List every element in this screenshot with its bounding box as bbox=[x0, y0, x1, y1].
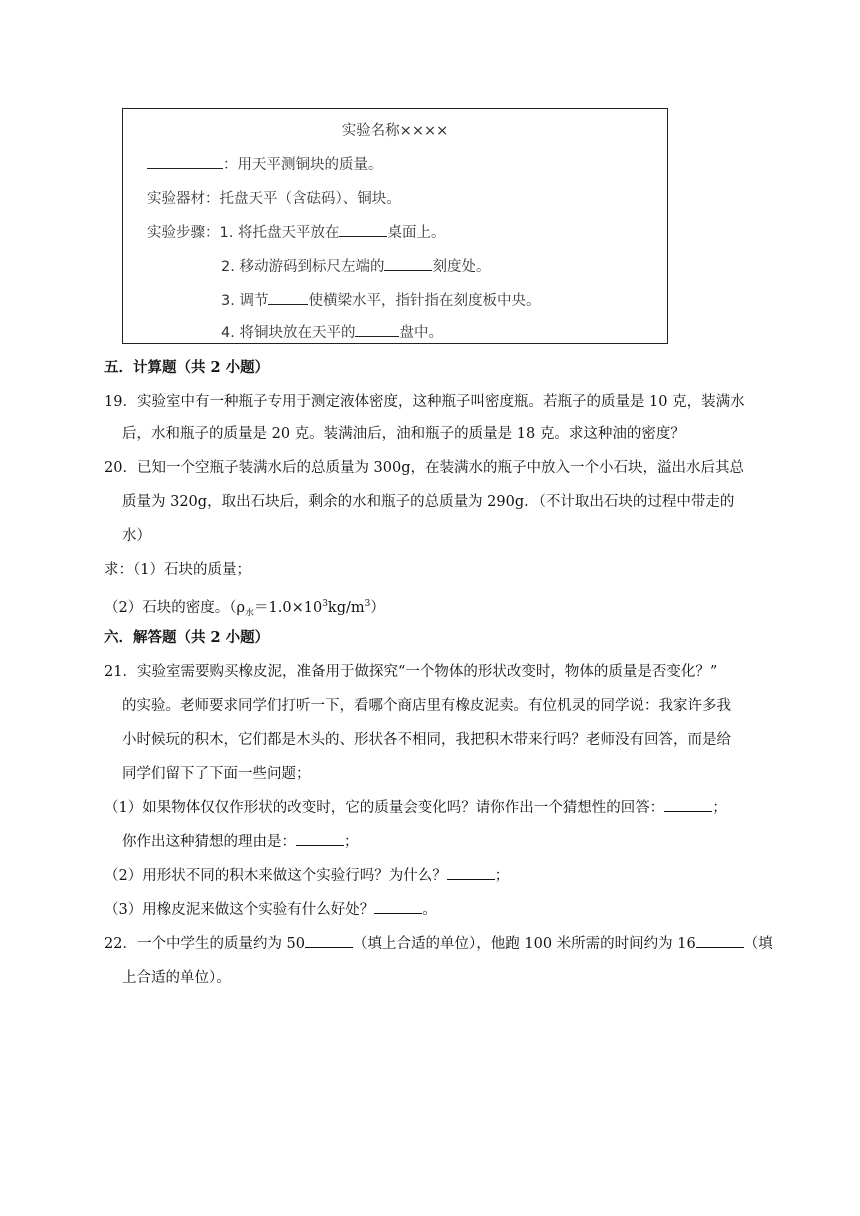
q21-part1b-text: 你作出这种猜想的理由是： bbox=[122, 834, 296, 850]
q21-part1-blank[interactable] bbox=[664, 799, 712, 812]
q20-line2: 质量为 320g，取出石块后，剩余的水和瓶子的总质量为 290g．（不计取出石块的过程中带走的 bbox=[122, 494, 735, 510]
q20-ask2-unit: kg/m bbox=[327, 599, 365, 616]
step1-pre: 1. 将托盘天平放在 bbox=[219, 225, 340, 241]
q21-part2-blank[interactable] bbox=[447, 867, 495, 880]
q21-part2-text: （2）用形状不同的积木来做这个实验行吗？为什么？ bbox=[104, 868, 447, 884]
q19-line1: 19．实验室中有一种瓶子专用于测定液体密度，这种瓶子叫密度瓶。若瓶子的质量是 10 克，装满水 bbox=[104, 394, 745, 410]
q21-line3: 小时候玩的积木，它们都是木头的、形状各不相同，我把积木带来行吗？老师没有回答，而是给 bbox=[122, 732, 731, 748]
step4-post: 盘中。 bbox=[399, 325, 443, 341]
step1-post: 桌面上。 bbox=[387, 225, 446, 241]
q22-text-c: （填 bbox=[743, 936, 773, 952]
q21-part2 bbox=[104, 866, 509, 886]
experiment-box bbox=[122, 108, 668, 344]
experiment-purpose bbox=[147, 153, 383, 174]
q22-blank-time-unit[interactable] bbox=[696, 935, 744, 948]
q20-ask1: 求：（1）石块的质量； bbox=[104, 562, 251, 578]
experiment-step1 bbox=[147, 221, 445, 242]
step3-pre: 3. 调节 bbox=[221, 293, 269, 309]
unit-superscript: 3 bbox=[364, 599, 371, 609]
experiment-step2 bbox=[221, 255, 490, 276]
q20-ask2-pre: （2）石块的密度。（ρ bbox=[104, 599, 245, 616]
step2-post: 刻度处。 bbox=[432, 259, 491, 275]
q21-part1-end: ； bbox=[712, 800, 727, 816]
step4-pre: 4. 将铜块放在天平的 bbox=[221, 325, 356, 341]
q21-part3 bbox=[104, 900, 437, 920]
q21-part2-end: ； bbox=[494, 868, 510, 884]
q22-line2: 上合适的单位）。 bbox=[122, 970, 231, 986]
steps-label: 实验步骤： bbox=[147, 225, 220, 241]
section5-heading: 五．计算题（共 2 小题） bbox=[104, 359, 270, 376]
q20-ask2 bbox=[104, 594, 385, 624]
q21-line4: 同学们留下了下面一些问题； bbox=[122, 766, 311, 782]
q21-part1b bbox=[122, 832, 359, 852]
q21-part3-blank[interactable] bbox=[374, 901, 422, 914]
section6-heading: 六．解答题（共 2 小题） bbox=[104, 629, 270, 646]
step2-pre: 2. 移动游码到标尺左端的 bbox=[221, 259, 385, 275]
q22-blank-mass-unit[interactable] bbox=[305, 935, 353, 948]
rho-subscript: 水 bbox=[245, 608, 255, 619]
purpose-blank[interactable] bbox=[147, 154, 223, 169]
q21-line2: 的实验。老师要求同学们打听一下，看哪个商店里有橡皮泥卖。有位机灵的同学说：我家许多我 bbox=[122, 698, 731, 714]
q22-line1 bbox=[104, 934, 773, 954]
step3-post: 使横梁水平，指针指在刻度板中央。 bbox=[308, 293, 541, 309]
q20-line3: 水） bbox=[122, 528, 151, 544]
step2-blank[interactable] bbox=[384, 256, 432, 271]
q21-part1-text: （1）如果物体仅仅作形状的改变时，它的质量会变化吗？请你作出一个猜想性的回答： bbox=[104, 800, 665, 816]
exp-superscript: 3 bbox=[322, 599, 328, 609]
q20-ask2-post: ） bbox=[370, 599, 385, 616]
step1-blank[interactable] bbox=[339, 222, 387, 237]
step4-blank[interactable] bbox=[355, 322, 399, 337]
experiment-title: 实验名称×××× bbox=[341, 123, 449, 139]
q21-part3-text: （3）用橡皮泥来做这个实验有什么好处？ bbox=[104, 902, 375, 918]
q20-line1: 20．已知一个空瓶子装满水后的总质量为 300g，在装满水的瓶子中放入一个小石块，溢出水后其总 bbox=[104, 460, 745, 476]
q22-text-a: 22．一个中学生的质量约为 50 bbox=[104, 936, 306, 952]
q21-part1b-end: ； bbox=[344, 834, 359, 850]
experiment-equipment: 实验器材：托盘天平（含砝码）、铜块。 bbox=[147, 191, 401, 207]
purpose-text: ：用天平测铜块的质量。 bbox=[223, 157, 383, 173]
q21-part1b-blank[interactable] bbox=[296, 833, 344, 846]
experiment-step3 bbox=[221, 289, 540, 310]
q21-line1: 21．实验室需要购买橡皮泥，准备用于做探究“一个物体的形状改变时，物体的质量是否变化？” bbox=[104, 664, 718, 680]
experiment-step4 bbox=[221, 321, 443, 342]
q21-part3-end: 。 bbox=[422, 902, 437, 918]
q21-part1 bbox=[104, 798, 727, 818]
q22-text-b: （填上合适的单位），他跑 100 米所需的时间约为 16 bbox=[353, 936, 696, 952]
q20-ask2-mid: ＝1.0×10 bbox=[254, 599, 323, 616]
step3-blank[interactable] bbox=[268, 290, 308, 305]
q19-line2: 后，水和瓶子的质量是 20 克。装满油后，油和瓶子的质量是 18 克。求这种油的密度？ bbox=[122, 426, 685, 442]
